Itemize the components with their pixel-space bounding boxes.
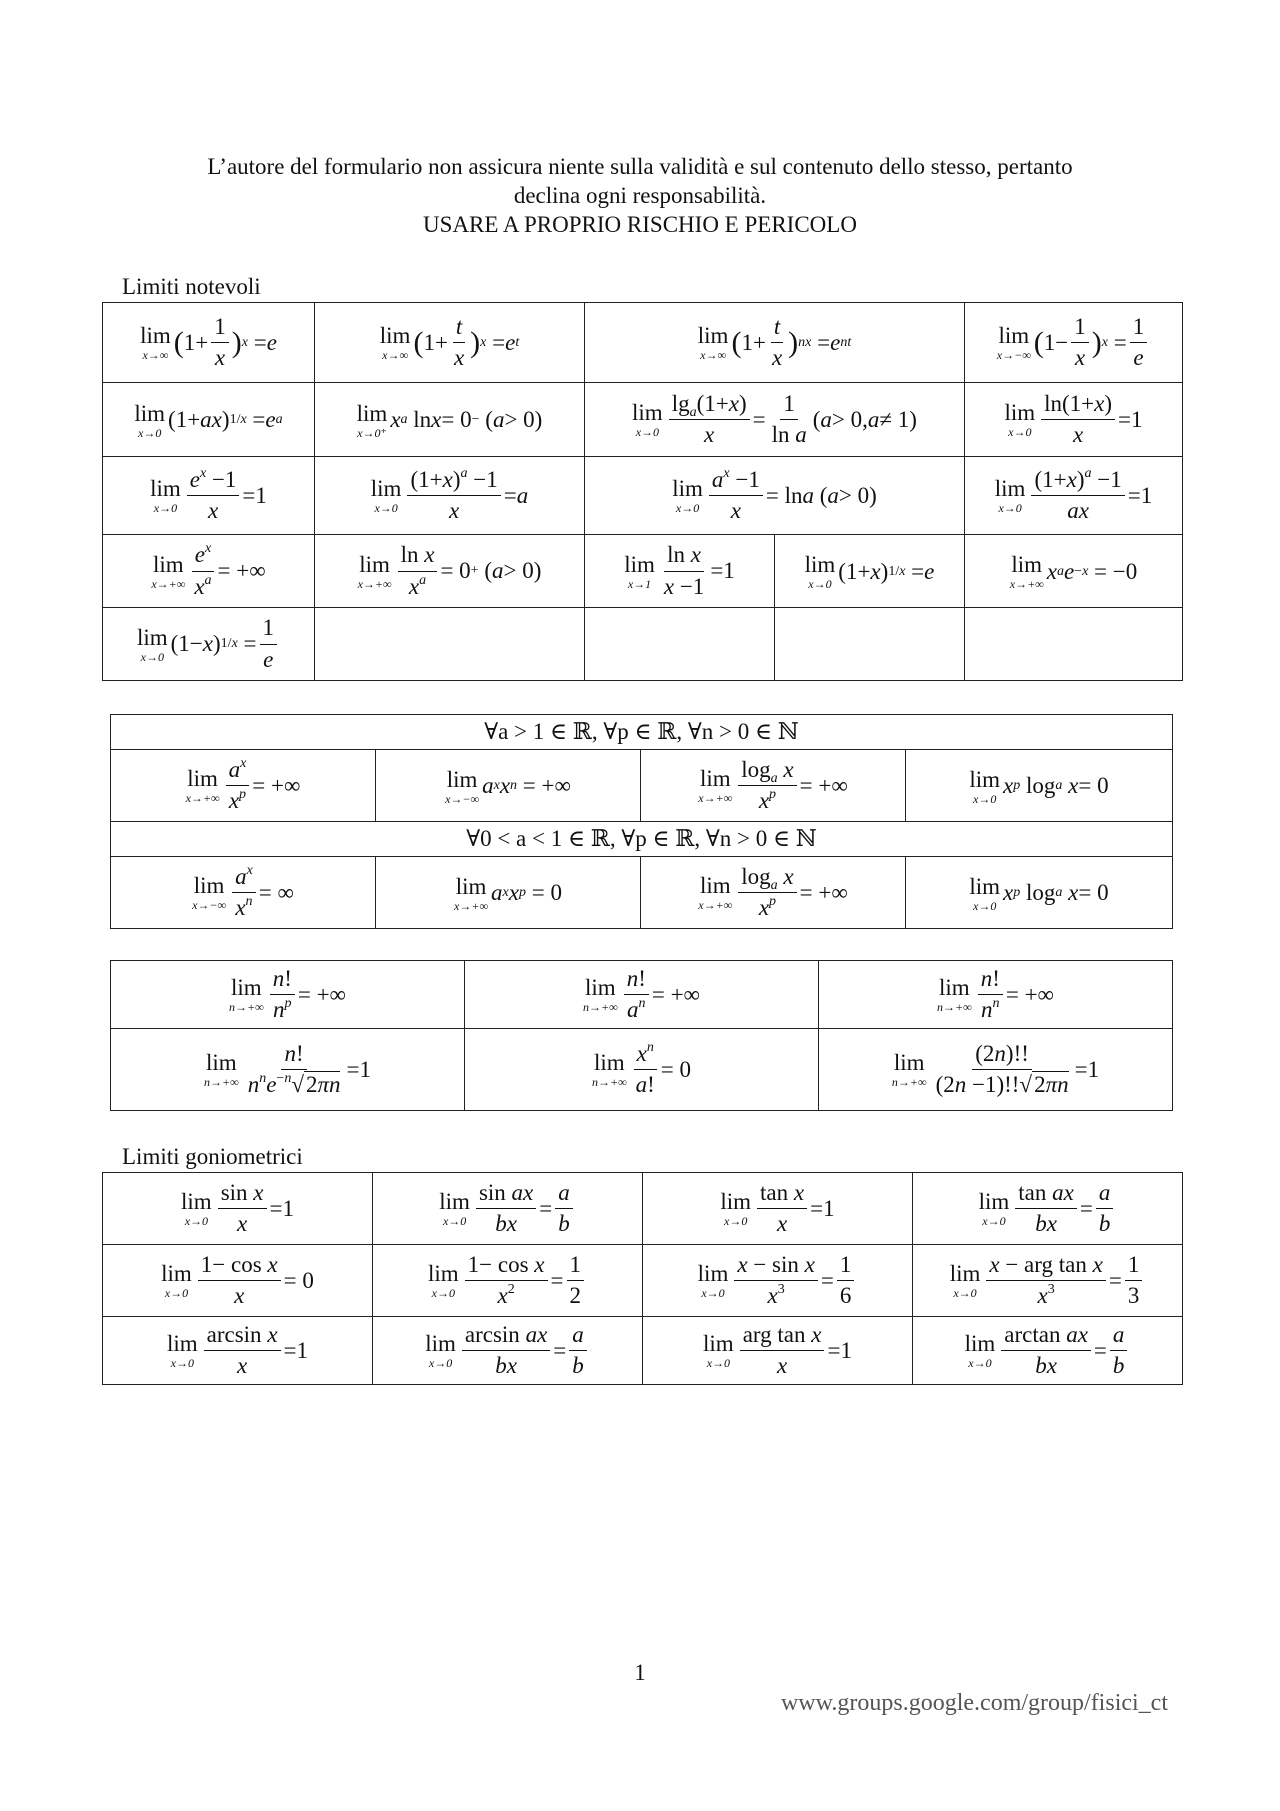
table-row: [111, 961, 1173, 1029]
formula-cell: lim x→∞ ( 1+ 1 x ) x = e: [103, 303, 315, 383]
condition-header: ∀0 < a < 1 ∈ ℝ, ∀p ∈ ℝ, ∀n > 0 ∈ ℕ: [111, 822, 1173, 857]
disclaimer: [140, 152, 1140, 239]
formula-cell: lim x→0 x − arg tan x $x^3$ = 1 3: [913, 1245, 1183, 1317]
limiti-confronto-table: [110, 714, 1173, 929]
table-row: [103, 1245, 1183, 1317]
table-header-row: [111, 715, 1173, 750]
formula-cell: lim x→0 ln(1+x) x =1: [965, 383, 1183, 457]
empty-cell: [965, 608, 1183, 681]
formula-cell: lim x→+∞ a x x p = 0: [376, 857, 641, 929]
formula-cell: lim x→0 $(1+x)^a -1$ x = a: [315, 457, 585, 535]
page-number: 1: [634, 1660, 646, 1685]
formula-cell: lim x→0 $e^x -1$ x =1: [103, 457, 315, 535]
formula-cell: lim n→+∞ n! $n^n$ = +∞: [819, 961, 1173, 1029]
formula-cell: lim x→0 arctan ax bx = a b: [913, 1317, 1183, 1385]
formula-cell: lim x→0 (1− x ) 1/x = 1 e: [103, 608, 315, 681]
formula-cell: lim x→0 sin ax bx = a b: [373, 1173, 643, 1245]
formula-cell: lim x→0 tan x x =1: [643, 1173, 913, 1245]
table-row: [103, 535, 1183, 608]
empty-cell: [585, 608, 775, 681]
formula-cell: lim x→∞ ( 1+ t x ) nx = e nt: [585, 303, 965, 383]
formula-cell: lim n→+∞ n! $n^ne^{-n}√2\pi n$ =1: [111, 1029, 465, 1111]
limiti-goniometrici-table: [102, 1172, 1183, 1385]
formula-cell: lim x→0 x p log a x = 0: [906, 857, 1173, 929]
table-row: [103, 457, 1183, 535]
table-row: [111, 1029, 1173, 1111]
formula-cell: lim n→+∞ n! $a^n$ = +∞: [465, 961, 819, 1029]
table-row: [103, 1173, 1183, 1245]
formula-cell: lim x→1 ln x x −1 =1: [585, 535, 775, 608]
table-header-row: [111, 822, 1173, 857]
formula-cell: lim x→+∞ $\log_a x$ $x^p$ = +∞: [641, 750, 906, 822]
table-row: [103, 1317, 1183, 1385]
formula-cell: lim n→+∞ n! $n^p$ = +∞: [111, 961, 465, 1029]
formula-cell: lim x→0 arg tan x x =1: [643, 1317, 913, 1385]
table-row: [103, 303, 1183, 383]
formula-cell: lim x→0 1− cos x $x^2$ = 1 2: [373, 1245, 643, 1317]
formula-cell: lim x→+∞ $e^x$ $x^a$ = +∞: [103, 535, 315, 608]
empty-cell: [775, 608, 965, 681]
formula-cell: lim x→0 arcsin x x =1: [103, 1317, 373, 1385]
section-title-limiti-goniometrici: Limiti goniometrici: [122, 1144, 303, 1169]
formula-cell: lim x→−∞ ( 1− 1 x ) x = 1 e: [965, 303, 1183, 383]
section-title-limiti-notevoli: Limiti notevoli: [122, 274, 261, 299]
formula-cell: lim n→+∞ $x^n$ a! = 0: [465, 1029, 819, 1111]
condition-header: ∀a > 1 ∈ ℝ, ∀p ∈ ℝ, ∀n > 0 ∈ ℕ: [111, 715, 1173, 750]
table-row: [111, 750, 1173, 822]
formula-cell: lim x→0 x − sin x $x^3$ = 1 6: [643, 1245, 913, 1317]
formula-cell: lim x→+∞ ln x $x^a$ = 0 + ( a > 0): [315, 535, 585, 608]
formula-cell: lim x→0 arcsin ax bx = a b: [373, 1317, 643, 1385]
formula-cell: lim x→0 x p log a x = 0: [906, 750, 1173, 822]
limiti-notevoli-table: [102, 302, 1183, 681]
empty-cell: [315, 608, 585, 681]
limiti-fattoriali-table: [110, 960, 1173, 1111]
formula-cell: lim x→∞ ( 1+ t x ) x = e t: [315, 303, 585, 383]
formula-cell: lim x→−∞ $a^x$ $x^n$ = ∞: [111, 857, 376, 929]
formula-cell: lim n→+∞ (2n)!! (2n −1)!!√2πn =1: [819, 1029, 1173, 1111]
formula-cell: lim x→+∞ $\log_a x$ $x^p$ = +∞: [641, 857, 906, 929]
formula-cell: lim x→−∞ a x x n = +∞: [376, 750, 641, 822]
table-row: [103, 608, 1183, 681]
disclaimer-line-3: USARE A PROPRIO RISCHIO E PERICOLO: [423, 212, 857, 237]
table-row: [111, 857, 1173, 929]
disclaimer-line-1: L’autore del formulario non assicura niente sulla validità e sul contenuto dello stesso, pertanto: [207, 154, 1073, 179]
footer-url: www.groups.google.com/group/fisici_ct: [780, 1690, 1168, 1716]
formula-cell: lim x→+∞ x a e −x = −0: [965, 535, 1183, 608]
formula-cell: lim x→+∞ $a^x$ $x^p$ = +∞: [111, 750, 376, 822]
formula-cell: lim x→0 tan ax bx = a b: [913, 1173, 1183, 1245]
formula-cell: lim x→0⁺ x a ln x = 0 − ( a > 0): [315, 383, 585, 457]
formula-cell: lim x→0 (1+ ax ) 1/x = e a: [103, 383, 315, 457]
formula-cell: lim x→0 $(1+x)^a -1$ ax =1: [965, 457, 1183, 535]
table-row: [103, 383, 1183, 457]
formula-cell: lim x→0 1− cos x x = 0: [103, 1245, 373, 1317]
formula-cell: lim x→0 (1+ x ) 1/x = e: [775, 535, 965, 608]
formula-cell: lim x→0 $a^x -1$ x = ln a ( a > 0): [585, 457, 965, 535]
formula-cell: lim x→0 sin x x =1: [103, 1173, 373, 1245]
disclaimer-line-2: declina ogni responsabilità.: [513, 183, 767, 208]
formula-cell: lim x→0 $\lg_a(1+x)$ x = 1 ln a ( a > 0, a ≠ 1): [585, 383, 965, 457]
